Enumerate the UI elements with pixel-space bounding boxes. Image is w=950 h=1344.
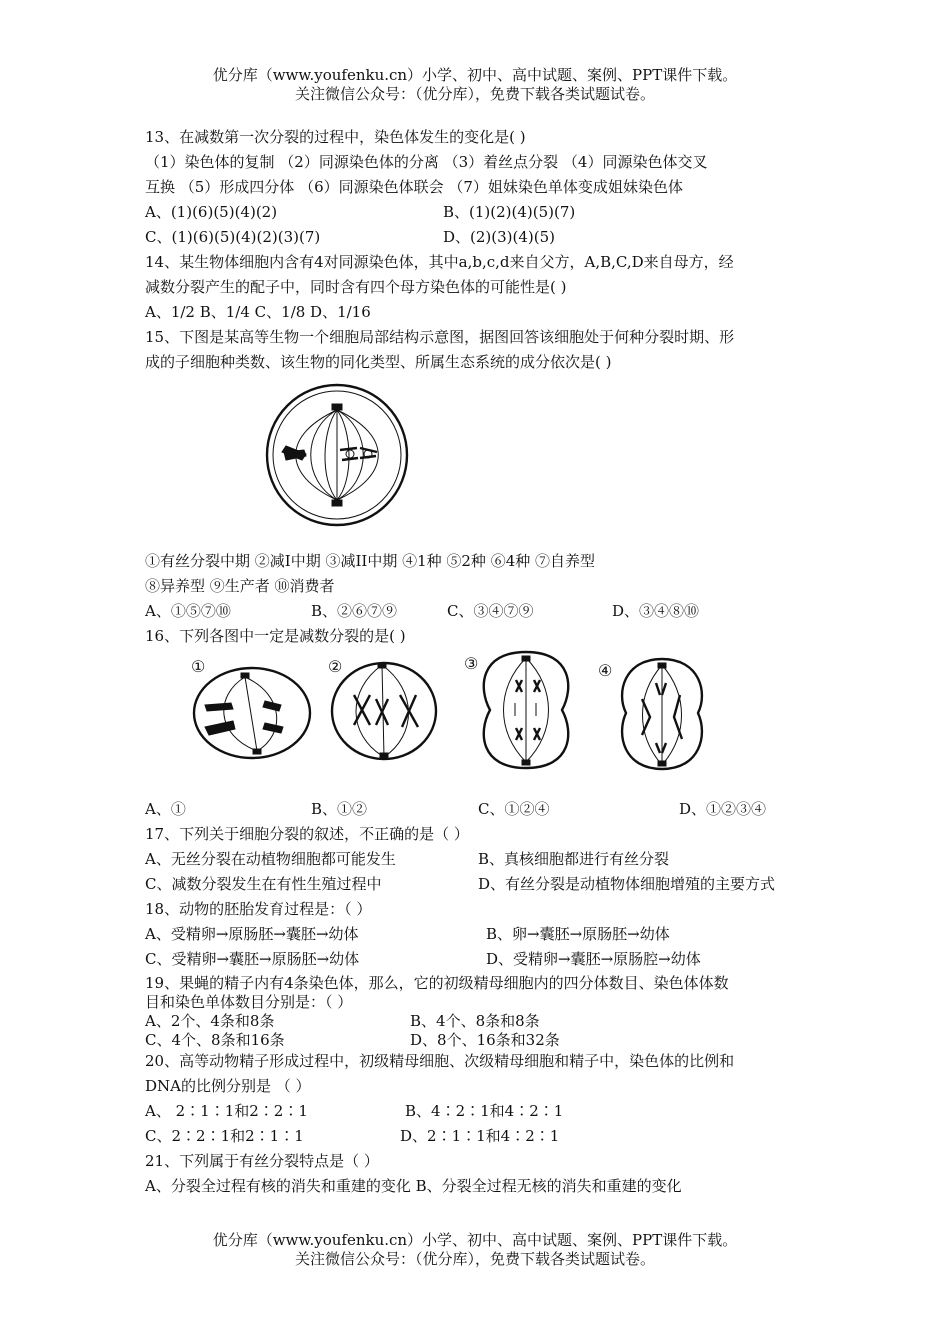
q20-option-d: D、2∶1∶1和4∶2∶1 xyxy=(400,1127,560,1145)
q13-option-b: B、(1)(2)(4)(5)(7) xyxy=(443,203,576,221)
q16-figure-1 xyxy=(185,655,315,765)
q20-option-c: C、2∶2∶1和2∶1∶1 xyxy=(145,1127,304,1145)
q19-option-d: D、8个、16条和32条 xyxy=(410,1031,560,1049)
q16-label-4: ④ xyxy=(598,661,613,680)
q19-option-c: C、4个、8条和16条 xyxy=(145,1031,285,1049)
q13-items-1: （1）染色体的复制 （2）同源染色体的分离 （3）着丝点分裂 （4）同源染色体交叉 xyxy=(145,153,708,171)
q19-option-b: B、4个、8条和8条 xyxy=(410,1012,540,1030)
q15-option-d: D、③④⑧⑩ xyxy=(612,602,700,620)
q16-option-a: A、① xyxy=(145,800,186,818)
footer-line-1: 优分库（www.youfenku.cn）小学、初中、高中试题、案例、PPT课件下载。 xyxy=(212,1231,738,1249)
q18-stem: 18、动物的胚胎发育过程是：（ ） xyxy=(145,900,372,918)
q14-options: A、1/2 B、1/4 C、1/8 D、1/16 xyxy=(145,303,371,321)
q15-stem-1: 15、下图是某高等生物一个细胞局部结构示意图，据图回答该细胞处于何种分裂时期、形 xyxy=(145,328,735,346)
q19-stem-1: 19、果蝇的精子内有4条染色体，那么，它的初级精母细胞内的四分体数目、染色体体数 xyxy=(145,974,729,992)
q16-stem: 16、下列各图中一定是减数分裂的是( ) xyxy=(145,627,406,645)
q19-stem-2: 目和染色单体数目分别是：（ ） xyxy=(145,993,353,1011)
header-line-1: 优分库（www.youfenku.cn）小学、初中、高中试题、案例、PPT课件下载。 xyxy=(212,66,738,84)
q15-stem-2: 成的子细胞种类数、该生物的同化类型、所属生态系统的成分依次是( ) xyxy=(145,353,612,371)
q18-option-a: A、受精卵→原肠胚→囊胚→幼体 xyxy=(145,925,359,943)
q16-option-d: D、①②③④ xyxy=(679,800,767,818)
q13-option-a: A、(1)(6)(5)(4)(2) xyxy=(145,203,278,221)
footer-line-2: 关注微信公众号：（优分库），免费下载各类试题试卷。 xyxy=(294,1250,655,1268)
q13-option-d: D、(2)(3)(4)(5) xyxy=(443,228,556,246)
q15-option-a: A、①⑤⑦⑩ xyxy=(145,602,231,620)
q17-option-b: B、真核细胞都进行有丝分裂 xyxy=(478,850,670,868)
q20-stem-1: 20、高等动物精子形成过程中，初级精母细胞、次级精母细胞和精子中，染色体的比例和 xyxy=(145,1052,735,1070)
q16-option-c: C、①②④ xyxy=(478,800,550,818)
q17-option-a: A、无丝分裂在动植物细胞都可能发生 xyxy=(145,850,396,868)
q16-label-1: ① xyxy=(191,657,206,676)
q21-options: A、分裂全过程有核的消失和重建的变化 B、分裂全过程无核的消失和重建的变化 xyxy=(145,1177,682,1195)
q18-option-b: B、卵→囊胚→原肠胚→幼体 xyxy=(486,925,670,943)
q14-stem-1: 14、某生物体细胞内含有4对同源染色体，其中a,b,c,d来自父方，A,B,C,D来自母方，经 xyxy=(145,253,734,271)
q17-option-c: C、减数分裂发生在有性生殖过程中 xyxy=(145,875,382,893)
q19-option-a: A、2个、4条和8条 xyxy=(145,1012,275,1030)
q15-items-1: ①有丝分裂中期 ②减Ⅰ中期 ③减II中期 ④1种 ⑤2种 ⑥4种 ⑦自养型 xyxy=(145,552,596,570)
q16-figure-4 xyxy=(596,655,721,775)
q14-stem-2: 减数分裂产生的配子中，同时含有四个母方染色体的可能性是( ) xyxy=(145,278,567,296)
q16-option-b: B、①② xyxy=(311,800,368,818)
q16-figure-3 xyxy=(460,648,590,773)
q13-option-c: C、(1)(6)(5)(4)(2)(3)(7) xyxy=(145,228,321,246)
q20-option-b: B、4∶2∶1和4∶2∶1 xyxy=(405,1102,564,1120)
q20-stem-2: DNA的比例分别是 （ ） xyxy=(145,1077,311,1095)
q17-stem: 17、下列关于细胞分裂的叙述，不正确的是（ ） xyxy=(145,825,469,843)
q15-option-b: B、②⑥⑦⑨ xyxy=(311,602,398,620)
header-line-2: 关注微信公众号：（优分库），免费下载各类试题试卷。 xyxy=(294,85,655,103)
q16-figure-2 xyxy=(322,655,452,765)
q16-label-3: ③ xyxy=(464,654,479,673)
q20-option-a: A、 2∶1∶1和2∶2∶1 xyxy=(145,1102,308,1120)
q17-option-d: D、有丝分裂是动植物体细胞增殖的主要方式 xyxy=(478,875,776,893)
q18-option-c: C、受精卵→囊胚→原肠胚→幼体 xyxy=(145,950,360,968)
q13-stem: 13、在减数第一次分裂的过程中，染色体发生的变化是( ) xyxy=(145,128,526,146)
q13-items-2: 互换 （5）形成四分体 （6）同源染色体联会 （7）姐妹染色单体变成姐妹染色体 xyxy=(145,178,683,196)
q15-cell-figure xyxy=(262,380,412,530)
q21-stem: 21、下列属于有丝分裂特点是（ ） xyxy=(145,1152,379,1170)
q15-items-2: ⑧异养型 ⑨生产者 ⑩消费者 xyxy=(145,577,335,595)
q16-label-2: ② xyxy=(328,657,343,676)
q15-option-c: C、③④⑦⑨ xyxy=(447,602,534,620)
q18-option-d: D、受精卵→囊胚→原肠腔→幼体 xyxy=(486,950,701,968)
